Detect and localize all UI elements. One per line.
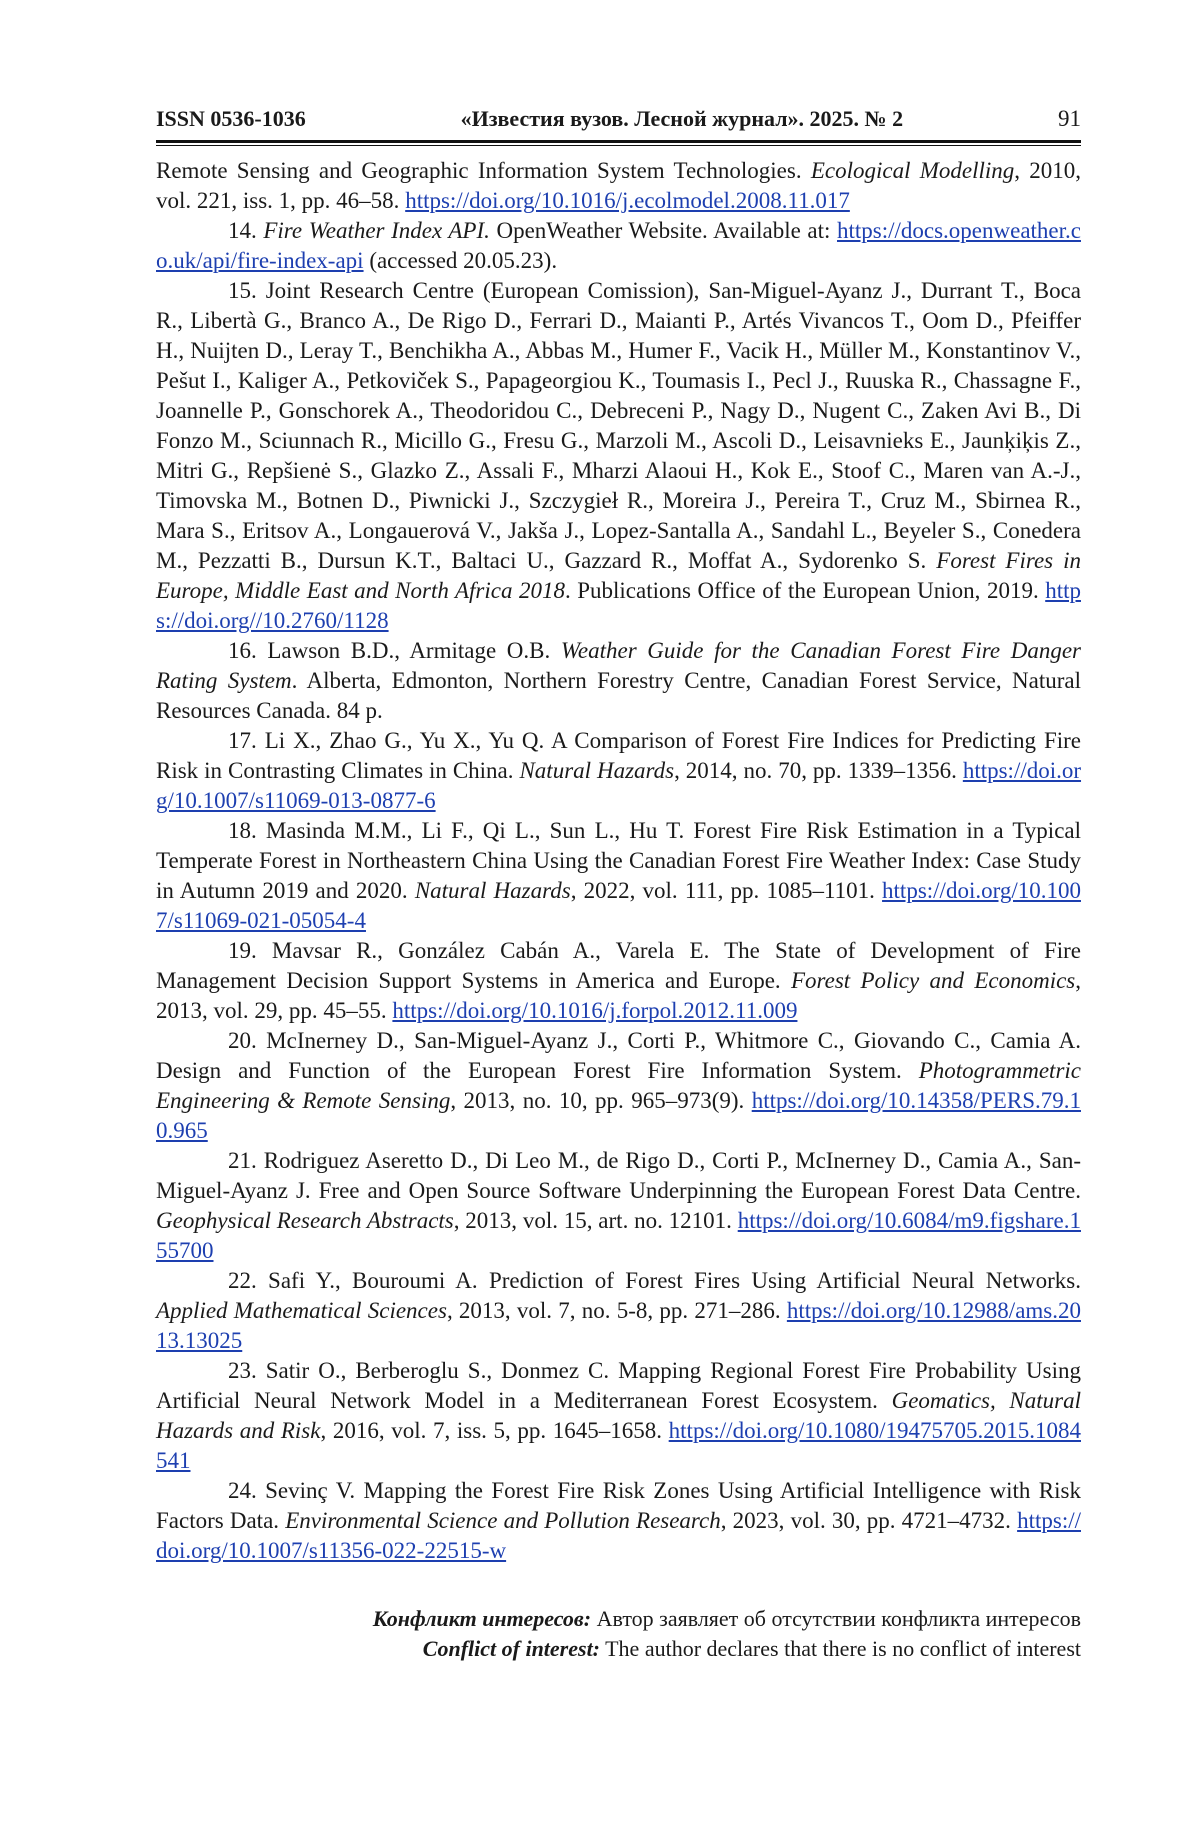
conflict-en-label: Conflict of interest:: [422, 1636, 601, 1661]
conflict-ru-label: Конфликт интересов:: [372, 1606, 592, 1631]
reference-item: [156, 816, 1081, 936]
reference-item: [156, 1266, 1081, 1356]
conflict-ru: [156, 1604, 1081, 1634]
reference-source: Ecological Modelling: [810, 158, 1015, 183]
reference-text: 14.: [228, 218, 264, 243]
reference-details: , 2013, vol. 29, pp. 45–55.: [156, 968, 1081, 1023]
reference-doi-link[interactable]: https://docs.openweather.co.uk/api/fire-index-api: [156, 218, 1081, 273]
reference-text: 17. Li X., Zhao G., Yu X., Yu Q. A Comparison of Forest Fire Indices for Predicting Fire Risk in Contrasting Climates in China.: [156, 728, 1081, 783]
reference-source: Fire Weather Index API.: [263, 218, 490, 243]
reference-details: , 2013, vol. 15, art. no. 12101.: [453, 1208, 738, 1233]
reference-item: [156, 936, 1081, 1026]
conflict-ru-text: Автор заявляет об отсутствии конфликта интересов: [591, 1606, 1081, 1631]
reference-details: OpenWeather Website. Available at:: [489, 218, 837, 243]
reference-item: [156, 276, 1081, 636]
reference-doi-link[interactable]: https://doi.org/10.1007/s11069-021-05054-4: [156, 878, 1081, 933]
reference-text: 22. Safi Y., Bouroumi A. Prediction of Forest Fires Using Artificial Neural Networks.: [228, 1268, 1081, 1293]
header-rule-thick: [156, 140, 1081, 143]
reference-doi-link[interactable]: https://doi.org/10.12988/ams.2013.13025: [156, 1298, 1081, 1353]
reference-source: Environmental Science and Pollution Research: [285, 1508, 721, 1533]
issn: ISSN 0536-1036: [156, 106, 306, 131]
reference-details: , 2010, vol. 221, iss. 1, pp. 46–58.: [156, 158, 1081, 213]
reference-details: , 2013, no. 10, pp. 965–973(9).: [450, 1088, 752, 1113]
reference-text: 24. Sevinç V. Mapping the Forest Fire Risk Zones Using Artificial Intelligence with Risk Factors Data.: [156, 1478, 1081, 1533]
reference-doi-link[interactable]: https://doi.org/10.1007/s11356-022-22515-w: [156, 1508, 1081, 1563]
reference-source: Forest Policy and Economics: [790, 968, 1076, 993]
journal-page: [156, 106, 1081, 1664]
reference-source: Weather Guide for the Canadian Forest Fire Danger Rating System: [156, 638, 1081, 693]
conflict-en: [156, 1634, 1081, 1664]
reference-source: Natural Hazards: [414, 878, 571, 903]
reference-item: [156, 1146, 1081, 1266]
reference-details: , 2014, no. 70, pp. 1339–1356.: [674, 758, 963, 783]
reference-doi-link[interactable]: https://doi.org/10.1080/19475705.2015.1084541: [156, 1418, 1081, 1473]
conflict-statement: [156, 1604, 1081, 1664]
reference-item: [156, 156, 1081, 216]
header-rule-thin: [156, 145, 1081, 146]
reference-details: . Publications Office of the European Union, 2019.: [564, 578, 1046, 603]
reference-text: 15. Joint Research Centre (European Comission), San-Miguel-Ayanz J., Durrant T., Boca R., Libertà G., Branco A., De Rigo D., Ferrari D., Maianti P., Artés Vivancos T., Oom D., Pfeiffer H., Nuijten D., Leray T., Benchikha A., Abbas M., Humer F., Vacik H., Müller M., Konstantinov V., Pešut I., Kaliger A., Petkoviček S., Papageorgiou K., Toumasis I., Pecl J., Ruuska R., Chassagne F., Joannelle P., Gonschorek A., Theodoridou C., Debreceni P., Nagy D., Nugent C., Zaken Avi B., Di Fonzo M., Sciunnach R., Micillo G., Fresu G., Marzoli M., Ascoli D., Leisavnieks E., Jaunķiķis Z., Mitri G., Repšienė S., Glazko Z., Assali F., Mharzi Alaoui H., Kok E., Stoof C., Maren van A.-J., Timovska M., Botnen D., Piwnicki J., Szczygieł R., Moreira J., Pereira T., Cruz M., Sbirnea R., Mara S., Eritsov A., Longauerová V., Jakša J., Lopez-Santalla A., Sandahl L., Beyeler S., Conedera M., Pezzatti B., Dursun K.T., Baltaci U., Gazzard R., Moffat A., Sydorenko S.: [156, 278, 1081, 573]
reference-item: [156, 636, 1081, 726]
reference-details: , 2016, vol. 7, iss. 5, pp. 1645–1658.: [320, 1418, 669, 1443]
reference-text: 16. Lawson B.D., Armitage O.B.: [228, 638, 561, 663]
reference-doi-link[interactable]: https://doi.org/10.1016/j.ecolmodel.2008.11.017: [405, 188, 850, 213]
reference-text: 18. Masinda M.M., Li F., Qi L., Sun L., Hu T. Forest Fire Risk Estimation in a Typical Temperate Forest in Northeastern China Using the Canadian Forest Fire Weather Index: Case Study in Autumn 2019 and 2020.: [156, 818, 1081, 903]
reference-text: 19. Mavsar R., González Cabán A., Varela E. The State of Development of Fire Management Decision Support Systems in America and Europe.: [156, 938, 1081, 993]
reference-details: , 2023, vol. 30, pp. 4721–4732.: [720, 1508, 1018, 1533]
reference-source: Photogrammetric Engineering & Remote Sensing: [156, 1058, 1081, 1113]
reference-suffix: (accessed 20.05.23).: [363, 248, 558, 273]
reference-source: Geophysical Research Abstracts: [156, 1208, 454, 1233]
running-header: [156, 106, 1081, 136]
reference-source: Geomatics, Natural Hazards and Risk: [156, 1388, 1081, 1443]
reference-doi-link[interactable]: https://doi.org/10.1016/j.forpol.2012.11.009: [392, 998, 798, 1023]
reference-text: 23. Satir O., Berberoglu S., Donmez C. Mapping Regional Forest Fire Probability Using Artificial Neural Network Model in a Mediterranean Forest Ecosystem.: [156, 1358, 1081, 1413]
reference-source: Natural Hazards: [519, 758, 675, 783]
reference-doi-link[interactable]: https://doi.org/10.1007/s11069-013-0877-6: [156, 758, 1082, 813]
reference-details: , 2022, vol. 111, pp. 1085–1101.: [570, 878, 883, 903]
conflict-en-text: The author declares that there is no conflict of interest: [600, 1636, 1081, 1661]
reference-text: 20. McInerney D., San-Miguel-Ayanz J., Corti P., Whitmore C., Giovando C., Camia A. Design and Function of the European Forest Fire Information System.: [156, 1028, 1081, 1083]
reference-source: Applied Mathematical Sciences: [156, 1298, 447, 1323]
journal-title: «Известия вузов. Лесной журнал». 2025. № 2: [460, 106, 904, 131]
reference-doi-link[interactable]: https://doi.org/10.6084/m9.figshare.155700: [156, 1208, 1081, 1263]
reference-item: [156, 1476, 1081, 1566]
reference-text: Remote Sensing and Geographic Information System Technologies.: [156, 158, 811, 183]
reference-item: [156, 1356, 1081, 1476]
reference-doi-link[interactable]: https://doi.org//10.2760/1128: [156, 578, 1081, 633]
reference-item: [156, 1026, 1081, 1146]
reference-text: 21. Rodriguez Aseretto D., Di Leo M., de Rigo D., Corti P., McInerney D., Camia A., San-Miguel-Ayanz J. Free and Open Source Software Underpinning the European Forest Data Centre.: [156, 1148, 1081, 1203]
reference-item: [156, 726, 1081, 816]
reference-details: , 2013, vol. 7, no. 5-8, pp. 271–286.: [446, 1298, 787, 1323]
reference-list: [156, 156, 1081, 1566]
reference-details: . Alberta, Edmonton, Northern Forestry Centre, Canadian Forest Service, Natural Resources Canada. 84 p.: [156, 668, 1081, 723]
reference-source: Forest Fires in Europe, Middle East and North Africa 2018: [156, 548, 1081, 603]
reference-doi-link[interactable]: https://doi.org/10.14358/PERS.79.10.965: [156, 1088, 1081, 1143]
page-number: 91: [1058, 106, 1081, 131]
reference-item: [156, 216, 1081, 276]
